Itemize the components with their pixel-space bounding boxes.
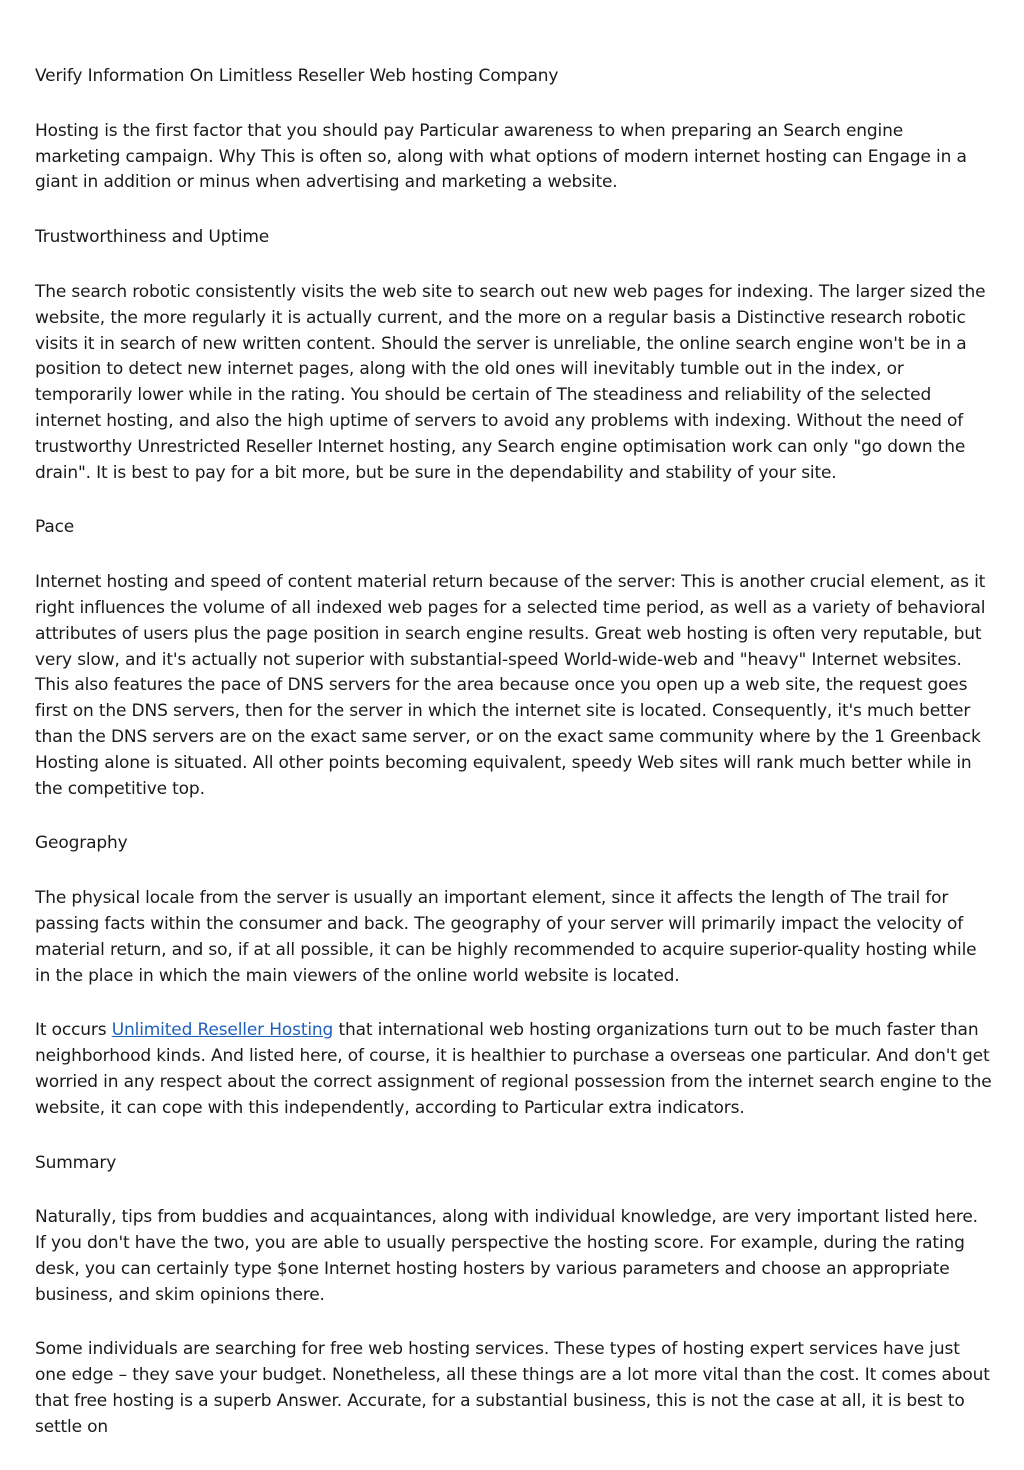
- link-paragraph-after: that international web hosting organizations turn out to be much faster than neighborhood kinds. And listed here, of course, it is healthier to purchase a overseas one particular. And don't get worried in any respect about the correct assignment of regional possession from the internet search engine to the website, it can cope with this independently, according to Particular extra indicators.: [35, 1020, 992, 1118]
- section-body-pace: Internet hosting and speed of content material return because of the server: This is another crucial element, as it right influences the volume of all indexed web pages for a selected time period, as well as a variety of behavioral attributes of users plus the page position in search engine results. Great web hosting is often very reputable, but very slow, and it's actually not superior with substantial-speed World-wide-web and "heavy" Internet websites. This also features the pace of DNS servers for the area because once you open up a web site, the request goes first on the DNS servers, then for the server in which the internet site is located. Consequently, it's much better than the DNS servers are on the exact same server, or on the exact same community where by the 1 Greenback Hosting alone is situated. All other points becoming equivalent, speedy Web sites will rank much better while in the competitive top.: [35, 572, 986, 799]
- link-paragraph: [35, 1018, 993, 1121]
- link-paragraph-before: It occurs: [35, 1020, 112, 1041]
- intro-paragraph: Hosting is the first factor that you should pay Particular awareness to when preparing an Search engine marketing campaign. Why This is often so, along with what options of modern internet hosting can Engage in a giant in addition or minus when advertising and marketing a website.: [35, 120, 967, 193]
- page-title: Verify Information On Limitless Reseller Web hosting Company: [35, 66, 559, 86]
- section-heading-trustworthiness: Trustworthiness and Uptime: [35, 227, 270, 248]
- section-body-geography: The physical locale from the server is usually an important element, since it affects the length of The trail for passing facts within the consumer and back. The geography of your server will primarily impact the velocity of material return, and so, if at all possible, it can be highly recommended to acquire superior-quality hosting while in the place in which the main viewers of the online world website is located.: [35, 888, 977, 986]
- section-body-trustworthiness: The search robotic consistently visits the web site to search out new web pages for indexing. The larger sized the website, the more regularly it is actually current, and the more on a regular basis a Distinctive research robotic visits it in search of new written content. Should the server is unreliable, the online search engine won't be in a position to detect new internet pages, along with the old ones will inevitably tumble out in the index, or temporarily lower while in the rating. You should be certain of The steadiness and reliability of the selected internet hosting, and also the high uptime of servers to avoid any problems with indexing. Without the need of trustworthy Unrestricted Reseller Internet hosting, any Search engine optimisation work can only "go down the drain". It is best to pay for a bit more, but be sure in the dependability and stability of your site.: [35, 281, 986, 483]
- section-body-summary: Naturally, tips from buddies and acquaintances, along with individual knowledge, are very important listed here. If you don't have the two, you are able to usually perspective the hosting score. For example, during the rating desk, you can certainly type $one Internet hosting hosters by various parameters and choose an appropriate business, and skim opinions there.: [35, 1207, 978, 1305]
- section-heading-pace: Pace: [35, 517, 75, 538]
- section-heading-geography: Geography: [35, 833, 128, 854]
- document-page: [35, 64, 993, 1470]
- unlimited-reseller-hosting-link[interactable]: Unlimited Reseller Hosting: [111, 1020, 334, 1041]
- section-heading-summary: Summary: [35, 1152, 117, 1173]
- closing-paragraph: Some individuals are searching for free web hosting services. These types of hosting expert services have just one edge – they save your budget. Nonetheless, all these things are a lot more vital than the cost. It comes about that free hosting is a superb Answer. Accurate, for a substantial business, this is not the case at all, it is best to settle on: [35, 1339, 990, 1437]
